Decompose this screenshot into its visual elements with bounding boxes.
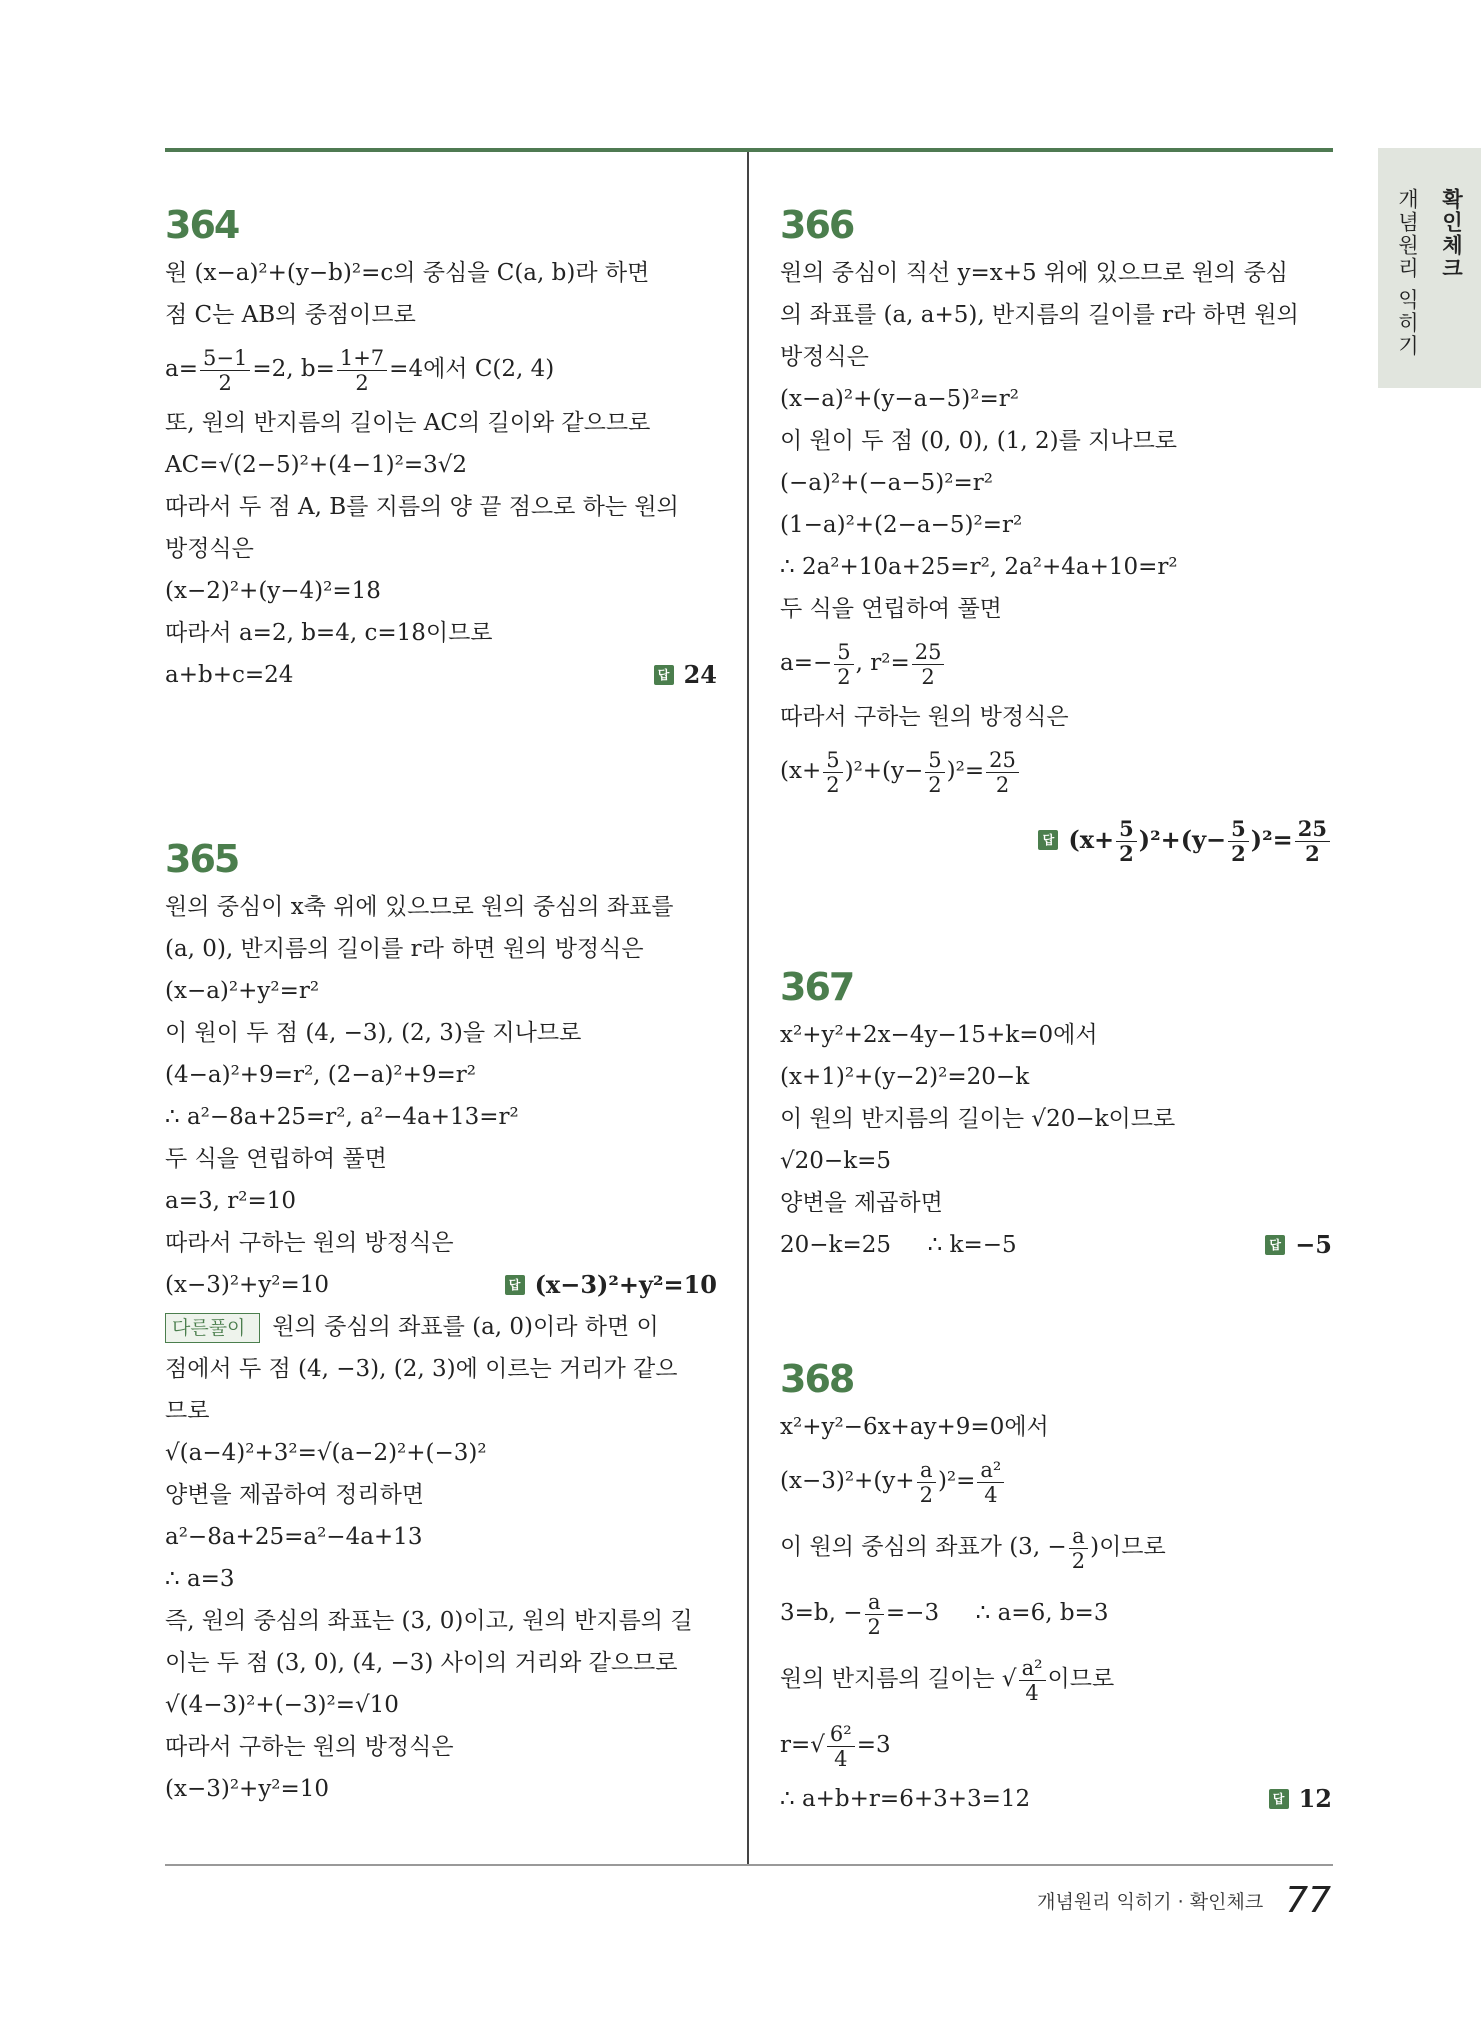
- fraction: $\frac{25}{2}$: [912, 640, 945, 689]
- bottom-rule: [165, 1864, 1333, 1866]
- text-line: (−a)²+(−a−5)²=r²: [780, 470, 993, 496]
- answer-row: 20−k=25 ∴ k=−5 답 −5: [780, 1224, 1332, 1266]
- text-line: √(4−3)²+(−3)²=√10: [165, 1692, 399, 1718]
- answer: 답 (x+ $\frac{5}{2}$ )²+(y− $\frac{5}{2}$ )²= $\frac{25}{2}$: [1038, 807, 1332, 873]
- text-line: 므로: [165, 1398, 210, 1424]
- text-line: 이 원이 두 점 (0, 0), (1, 2)를 지나므로: [780, 428, 1178, 454]
- alt-solution-line: 다른풀이 원의 중심의 좌표를 (a, 0)이라 하면 이: [165, 1306, 717, 1348]
- answer: 답 (x−3)²+y²=10: [505, 1264, 717, 1306]
- problem-367: [780, 960, 1332, 1266]
- text-line: (a, 0), 반지름의 길이를 r라 하면 원의 방정식은: [165, 936, 644, 962]
- side-tab-line1: 개념원리 익히기: [1395, 188, 1420, 358]
- fraction: $\frac{25}{2}$: [986, 748, 1019, 797]
- text-line: (x+1)²+(y−2)²=20−k: [780, 1064, 1030, 1090]
- column-divider: [747, 152, 749, 1864]
- problem-number: 368: [780, 1357, 854, 1401]
- text-line: a=3, r²=10: [165, 1188, 296, 1214]
- fraction: $\frac{5}{2}$: [823, 748, 842, 797]
- answer-row: a+b+c=24 답 24: [165, 654, 717, 696]
- text-line: 따라서 구하는 원의 방정식은: [165, 1230, 454, 1256]
- problem-364: [165, 198, 717, 696]
- answer-mark-icon: 답: [1265, 1235, 1285, 1255]
- problem-366: [780, 198, 1332, 873]
- top-rule: [165, 148, 1333, 152]
- text-line: 또, 원의 반지름의 길이는 AC의 길이와 같으므로: [165, 410, 651, 436]
- problem-number: 366: [780, 203, 854, 247]
- text-line: (x−3)²+y²=10: [165, 1776, 330, 1802]
- text-line: 원의 반지름의 길이는 √ $\frac{\text{a²}}{4}$ 이므로: [780, 1655, 1115, 1705]
- side-tab: [1378, 148, 1481, 388]
- text-line: 따라서 두 점 A, B를 지름의 양 끝 점으로 하는 원의: [165, 494, 679, 520]
- page-footer: [1037, 1880, 1331, 1921]
- answer-mark-icon: 답: [1038, 830, 1058, 850]
- text-line: ∴ a²−8a+25=r², a²−4a+13=r²: [165, 1104, 519, 1130]
- text-line: 의 좌표를 (a, a+5), 반지름의 길이를 r라 하면 원의: [780, 302, 1299, 328]
- problem-365: [165, 832, 717, 1810]
- fraction: $\frac{\text{a²}}{4}$: [977, 1458, 1004, 1507]
- text-line: 두 식을 연립하여 풀면: [780, 596, 1002, 622]
- text-line: (x−a)²+y²=r²: [165, 978, 320, 1004]
- text-line: x²+y²−6x+ay+9=0에서: [780, 1414, 1049, 1440]
- answer-mark-icon: 답: [505, 1275, 525, 1295]
- answer-mark-icon: 답: [1269, 1789, 1289, 1809]
- fraction: $\frac{a}{2}$: [917, 1458, 936, 1507]
- answer-row: [780, 804, 1332, 873]
- problem-number: 367: [780, 965, 854, 1009]
- text-line: (x−2)²+(y−4)²=18: [165, 578, 381, 604]
- text-line: (1−a)²+(2−a−5)²=r²: [780, 512, 1023, 538]
- fraction: $\frac{a}{2}$: [1069, 1524, 1088, 1573]
- text-line: 점 C는 AB의 중점이므로: [165, 302, 416, 328]
- answer-mark-icon: 답: [654, 665, 674, 685]
- text-line: 즉, 원의 중심의 좌표는 (3, 0)이고, 원의 반지름의 길: [165, 1608, 693, 1634]
- alt-solution-label: 다른풀이: [165, 1313, 260, 1343]
- side-tab-line2: 확인체크: [1439, 188, 1464, 280]
- text-line: (x+ $\frac{5}{2}$ )²+(y− $\frac{5}{2}$ )²= $\frac{25}{2}$: [780, 738, 1332, 804]
- fraction: $\frac{\text{a²}}{4}$: [1019, 1656, 1046, 1705]
- text-line: a= $\frac{5-1}{2}$ =2, b= $\frac{1+7}{2}$ =4에서 C(2, 4): [165, 345, 555, 395]
- text-line: 따라서 구하는 원의 방정식은: [780, 704, 1069, 730]
- fraction: $\frac{\text{6²}}{4}$: [827, 1722, 855, 1771]
- text-line: 이는 두 점 (3, 0), (4, −3) 사이의 거리와 같으므로: [165, 1650, 678, 1676]
- text-line: r=√ $\frac{\text{6²}}{4}$ =3: [780, 1721, 891, 1771]
- text-line: 원의 중심이 x축 위에 있으므로 원의 중심의 좌표를: [165, 894, 674, 920]
- text-line: 따라서 a=2, b=4, c=18이므로: [165, 620, 493, 646]
- text-line: (4−a)²+9=r², (2−a)²+9=r²: [165, 1062, 476, 1088]
- text-line: 3=b, − $\frac{a}{2}$ =−3 ∴ a=6, b=3: [780, 1589, 1109, 1639]
- text-line: 원의 중심이 직선 y=x+5 위에 있으므로 원의 중심: [780, 260, 1289, 286]
- problem-number: 365: [165, 837, 239, 881]
- fraction: $\frac{1+7}{2}$: [337, 346, 387, 395]
- text-line: 양변을 제곱하여 정리하면: [165, 1482, 425, 1508]
- answer-row: ∴ a+b+r=6+3+3=12 답 12: [780, 1778, 1332, 1820]
- text-line: 이 원의 반지름의 길이는 √20−k이므로: [780, 1106, 1176, 1132]
- text-line: √20−k=5: [780, 1148, 892, 1174]
- text-line: 원 (x−a)²+(y−b)²=c의 중심을 C(a, b)라 하면: [165, 260, 650, 286]
- text-line: AC=√(2−5)²+(4−1)²=3√2: [165, 452, 468, 478]
- text-line: x²+y²+2x−4y−15+k=0에서: [780, 1022, 1098, 1048]
- fraction: $\frac{5}{2}$: [925, 748, 944, 797]
- answer: 답 −5: [1265, 1224, 1332, 1266]
- text-line: 방정식은: [165, 536, 254, 562]
- text-line: 따라서 구하는 원의 방정식은: [165, 1734, 454, 1760]
- text-line: ∴ a=3: [165, 1566, 235, 1592]
- text-line: 방정식은: [780, 344, 869, 370]
- text-line: √(a−4)²+3²=√(a−2)²+(−3)²: [165, 1440, 487, 1466]
- problem-368: [780, 1352, 1332, 1820]
- text-line: (x−3)²+(y+ $\frac{a}{2}$ )²= $\frac{\text{a²}}{4}$: [780, 1448, 1332, 1514]
- text-line: 이 원의 중심의 좌표가 (3, − $\frac{a}{2}$ )이므로: [780, 1523, 1166, 1573]
- text-line: 점에서 두 점 (4, −3), (2, 3)에 이르는 거리가 같으: [165, 1356, 678, 1382]
- text-line: 이 원이 두 점 (4, −3), (2, 3)을 지나므로: [165, 1020, 582, 1046]
- text-line: a²−8a+25=a²−4a+13: [165, 1524, 423, 1550]
- answer: 답 24: [654, 654, 717, 696]
- text-line: (x−a)²+(y−a−5)²=r²: [780, 386, 1019, 412]
- text-line: a=− $\frac{5}{2}$ , r²= $\frac{25}{2}$: [780, 630, 1332, 696]
- fraction: $\frac{a}{2}$: [865, 1590, 884, 1639]
- footer-title: 개념원리 익히기 · 확인체크: [1037, 1891, 1264, 1913]
- fraction: $\frac{5}{2}$: [834, 640, 853, 689]
- answer: 답 12: [1269, 1778, 1332, 1820]
- text-line: ∴ 2a²+10a+25=r², 2a²+4a+10=r²: [780, 554, 1178, 580]
- text-line: 양변을 제곱하면: [780, 1190, 943, 1216]
- text-line: 두 식을 연립하여 풀면: [165, 1146, 387, 1172]
- answer-row: (x−3)²+y²=10 답 (x−3)²+y²=10: [165, 1264, 717, 1306]
- fraction: $\frac{5-1}{2}$: [200, 346, 250, 395]
- page-number: 77: [1285, 1880, 1331, 1921]
- problem-number: 364: [165, 203, 239, 247]
